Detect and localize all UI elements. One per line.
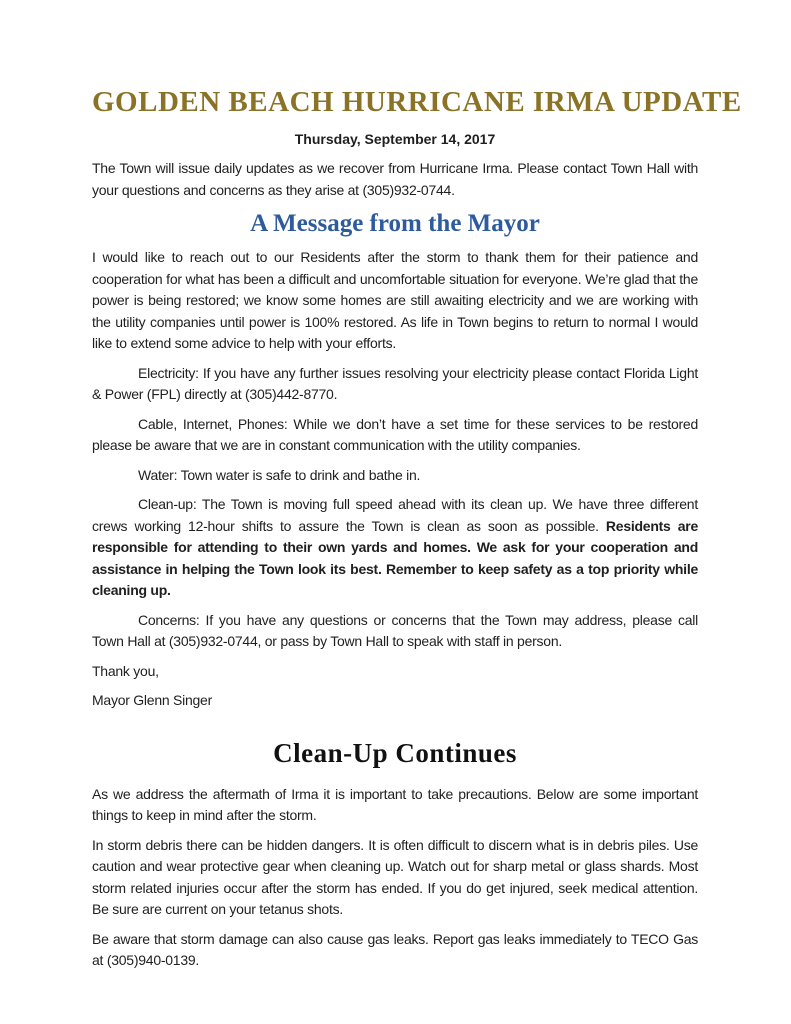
signature-line: Mayor Glenn Singer [92, 692, 213, 708]
mayor-message-heading: A Message from the Mayor [250, 210, 540, 237]
cleanup-gas-leaks-paragraph: Be aware that storm damage can also cause gas leaks. Report gas leaks immediately to TECO Gas at (305)940-0139. [92, 930, 698, 968]
mayor-opening-paragraph: I would like to reach out to our Residents after the storm to thank them for their patience and cooperation for what has been a difficult and uncomfortable situation for everyone. We’re glad that the power is being restored; we know some homes are still awaiting electricity and we are working with the utility companies until power is 100% restored. As life in Town begins to return to normal I would like to extend some advice to help with your efforts. [92, 249, 698, 351]
date-line: Thursday, September 14, 2017 [294, 131, 496, 147]
cleanup-debris-paragraph: In storm debris there can be hidden dangers. It is often difficult to discern what is in debris piles. Use caution and wear protective gear when cleaning up. Watch out for sharp metal or glass shards. Most storm related injuries occur after the storm has ended. If you do get injured, seek medical attention. Be sure are current on your tetanus shots. [92, 836, 698, 917]
document-title: GOLDEN BEACH HURRICANE IRMA UPDATE [92, 86, 742, 118]
advice-cleanup-paragraph [92, 494, 698, 602]
advice-concerns-paragraph: Concerns: If you have any questions or concerns that the Town may address, please call Town Hall at (305)932-0744, or pass by Town Hall to speak with staff in person. [92, 611, 698, 649]
closing-line: Thank you, [92, 662, 159, 679]
cleanup-precautions-paragraph: As we address the aftermath of Irma it is important to take precautions. Below are some important things to keep in mind after the storm. [92, 785, 698, 823]
advice-cleanup-normal-text: Clean-up: The Town is moving full speed ahead with its clean up. We have three different crews working 12-hour shifts to assure the Town is clean as soon as possible. [92, 496, 698, 534]
advice-cable-paragraph: Cable, Internet, Phones: While we don’t have a set time for these services to be restored please be aware that we are in constant communication with the utility companies. [92, 415, 698, 453]
advice-cleanup-bold-text: Residents are responsible for attending to their own yards and homes. We ask for your cooperation and assistance in helping the Town look its best. Remember to keep safety as a top priority while cleaning up. [92, 517, 698, 598]
advice-water-paragraph: Water: Town water is safe to drink and bathe in. [138, 466, 421, 483]
cleanup-continues-heading: Clean-Up Continues [273, 737, 517, 768]
advice-electricity-paragraph: Electricity: If you have any further issues resolving your electricity please contact Florida Light & Power (FPL) directly at (305)442-8770. [92, 364, 698, 402]
intro-paragraph: The Town will issue daily updates as we recover from Hurricane Irma. Please contact Town Hall with your questions and concerns as they arise at (305)932-0744. [92, 160, 698, 198]
